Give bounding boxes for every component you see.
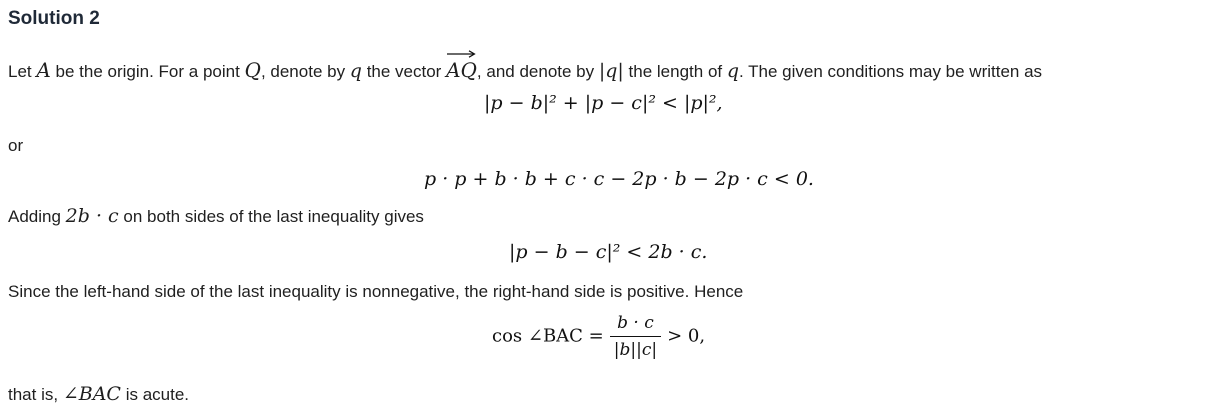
intro-text-3: , denote by (260, 62, 350, 81)
equation-4 (492, 313, 705, 360)
conclusion-paragraph (8, 383, 189, 406)
vector-AQ (446, 59, 477, 81)
or-text: or (8, 136, 24, 155)
equation-2: p · p + b · b + c · c − 2p · b − 2p · c < 0. (424, 168, 814, 190)
equation-3: |p − b − c|² < 2b · c. (509, 241, 708, 263)
angle-BAC: ∠BAC (62, 383, 121, 405)
intro-text-6: the length of (623, 62, 727, 81)
intro-text-5: , and denote by (476, 62, 599, 81)
adding-paragraph (8, 205, 424, 228)
fraction-numerator: b · c (610, 313, 661, 337)
vector-AQ-label: AQ (446, 58, 477, 82)
intro-text-4: the vector (361, 62, 447, 81)
cos-fraction (610, 313, 661, 360)
symbol-Q: Q (244, 58, 261, 82)
fraction-denominator: |b||c| (613, 340, 658, 360)
intro-text-7: . The given conditions may be written as (739, 62, 1043, 81)
since-paragraph: Since the left-hand side of the last inequality is nonnegative, the right-hand side is positive. Hence (8, 282, 744, 301)
intro-text-2: be the origin. For a point (50, 62, 245, 81)
conclusion-text-2: is acute. (120, 385, 190, 404)
cos-angle-lhs: cos ∠BAC = (492, 325, 604, 347)
vector-arrow-icon (446, 50, 476, 58)
abs-q: |q| (598, 60, 624, 82)
adding-expression: 2b · c (65, 205, 119, 227)
symbol-q-2: q (726, 60, 740, 82)
conclusion-text-1: that is, (8, 385, 63, 404)
adding-text-1: Adding (8, 207, 66, 226)
intro-paragraph (8, 59, 1042, 83)
intro-text-1: Let (8, 62, 37, 81)
equation-1: |p − b|² + |p − c|² < |p|², (484, 92, 723, 114)
symbol-q: q (349, 60, 362, 82)
symbol-A: A (36, 58, 51, 82)
cos-angle-rhs: > 0, (667, 325, 706, 347)
solution-heading: Solution 2 (8, 8, 100, 29)
adding-text-2: on both sides of the last inequality gives (118, 207, 424, 226)
